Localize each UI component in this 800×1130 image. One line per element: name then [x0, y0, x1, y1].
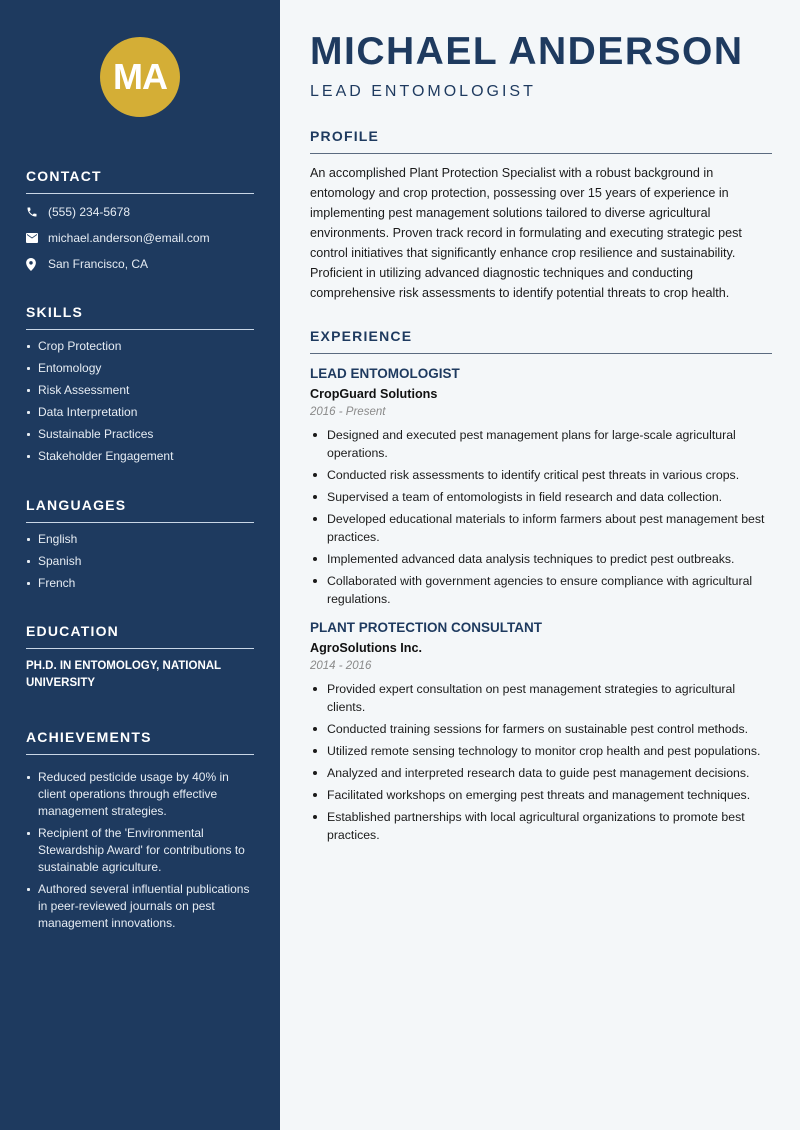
job-entry — [310, 366, 772, 608]
job-title: PLANT PROTECTION CONSULTANT — [310, 620, 542, 635]
job-bullet: Collaborated with government agencies to ensure compliance with agricultural regulations. — [310, 572, 772, 608]
education-section — [26, 623, 254, 692]
location-text: San Francisco, CA — [48, 257, 149, 271]
sidebar — [0, 0, 280, 1130]
skill-item: Sustainable Practices — [26, 426, 254, 443]
skill-item: Entomology — [26, 360, 254, 377]
job-bullet: Utilized remote sensing technology to monitor crop health and pest populations. — [310, 742, 772, 760]
skill-item: Data Interpretation — [26, 404, 254, 421]
job-entry — [310, 620, 772, 844]
skill-item: Risk Assessment — [26, 382, 254, 399]
language-item: French — [26, 575, 254, 592]
location-pin-icon — [26, 258, 48, 271]
languages-section — [26, 497, 254, 597]
job-company: CropGuard Solutions — [310, 387, 438, 401]
job-dates: 2016 - Present — [310, 406, 386, 418]
education-degree: PH.D. IN ENTOMOLOGY, NATIONAL UNIVERSITY — [26, 660, 221, 689]
candidate-name: MICHAEL ANDERSON — [310, 30, 744, 73]
candidate-role: LEAD ENTOMOLOGIST — [310, 83, 536, 100]
job-bullet: Established partnerships with local agricultural organizations to promote best practices. — [310, 808, 772, 844]
job-bullet: Designed and executed pest management plans for large-scale agricultural operations. — [310, 426, 772, 462]
achievements-heading: ACHIEVEMENTS — [26, 729, 254, 755]
contact-email — [26, 225, 254, 251]
skills-list — [26, 338, 254, 465]
job-bullet: Analyzed and interpreted research data to guide pest management decisions. — [310, 764, 772, 782]
achievement-item: Reduced pesticide usage by 40% in client operations through effective management strategies. — [26, 769, 254, 820]
contact-heading: CONTACT — [26, 168, 254, 194]
profile-heading: PROFILE — [310, 128, 772, 154]
skills-heading: SKILLS — [26, 304, 254, 330]
achievements-list — [26, 769, 254, 932]
job-bullet: Developed educational materials to inform farmers about pest management best practices. — [310, 510, 772, 546]
skill-item: Crop Protection — [26, 338, 254, 355]
job-bullets — [310, 426, 772, 608]
job-bullet: Conducted training sessions for farmers on sustainable pest control methods. — [310, 720, 772, 738]
contact-location — [26, 251, 254, 277]
profile-section — [310, 128, 772, 303]
avatar: MA — [100, 37, 180, 117]
job-bullet: Supervised a team of entomologists in field research and data collection. — [310, 488, 772, 506]
contact-phone — [26, 199, 254, 225]
phone-icon — [26, 206, 48, 218]
experience-heading: EXPERIENCE — [310, 328, 772, 354]
achievement-item: Recipient of the 'Environmental Stewardship Award' for contributions to sustainable agriculture. — [26, 825, 254, 876]
language-item: English — [26, 531, 254, 548]
job-title: LEAD ENTOMOLOGIST — [310, 366, 460, 381]
contact-section — [26, 168, 254, 277]
job-bullet: Facilitated workshops on emerging pest threats and management techniques. — [310, 786, 772, 804]
phone-text: (555) 234-5678 — [48, 205, 131, 219]
job-bullets — [310, 680, 772, 844]
job-company: AgroSolutions Inc. — [310, 641, 422, 655]
job-bullet: Implemented advanced data analysis techniques to predict pest outbreaks. — [310, 550, 772, 568]
education-heading: EDUCATION — [26, 623, 254, 649]
profile-text: An accomplished Plant Protection Specialist with a robust background in entomology and crop protection, possessing over 15 years of experience in implementing pest management solutions tailored to diverse agricultural environments. Proven track record in formulating and executing strategic pest control initiatives that significantly enhance crop resilience and sustainability. Proficient in utilizing advanced diagnostic techniques and conducting comprehensive risk assessments to identify potential threats to crop health. — [310, 166, 742, 300]
languages-list — [26, 531, 254, 592]
job-bullet: Conducted risk assessments to identify critical pest threats in various crops. — [310, 466, 772, 484]
skill-item: Stakeholder Engagement — [26, 448, 254, 465]
achievement-item: Authored several influential publications in peer-reviewed journals on pest management innovations. — [26, 881, 254, 932]
experience-section — [310, 328, 772, 848]
achievements-section — [26, 729, 254, 937]
email-text: michael.anderson@email.com — [48, 231, 210, 245]
email-icon — [26, 233, 48, 243]
job-dates: 2014 - 2016 — [310, 660, 372, 672]
language-item: Spanish — [26, 553, 254, 570]
languages-heading: LANGUAGES — [26, 497, 254, 523]
skills-section — [26, 304, 254, 470]
job-bullet: Provided expert consultation on pest management strategies to agricultural clients. — [310, 680, 772, 716]
